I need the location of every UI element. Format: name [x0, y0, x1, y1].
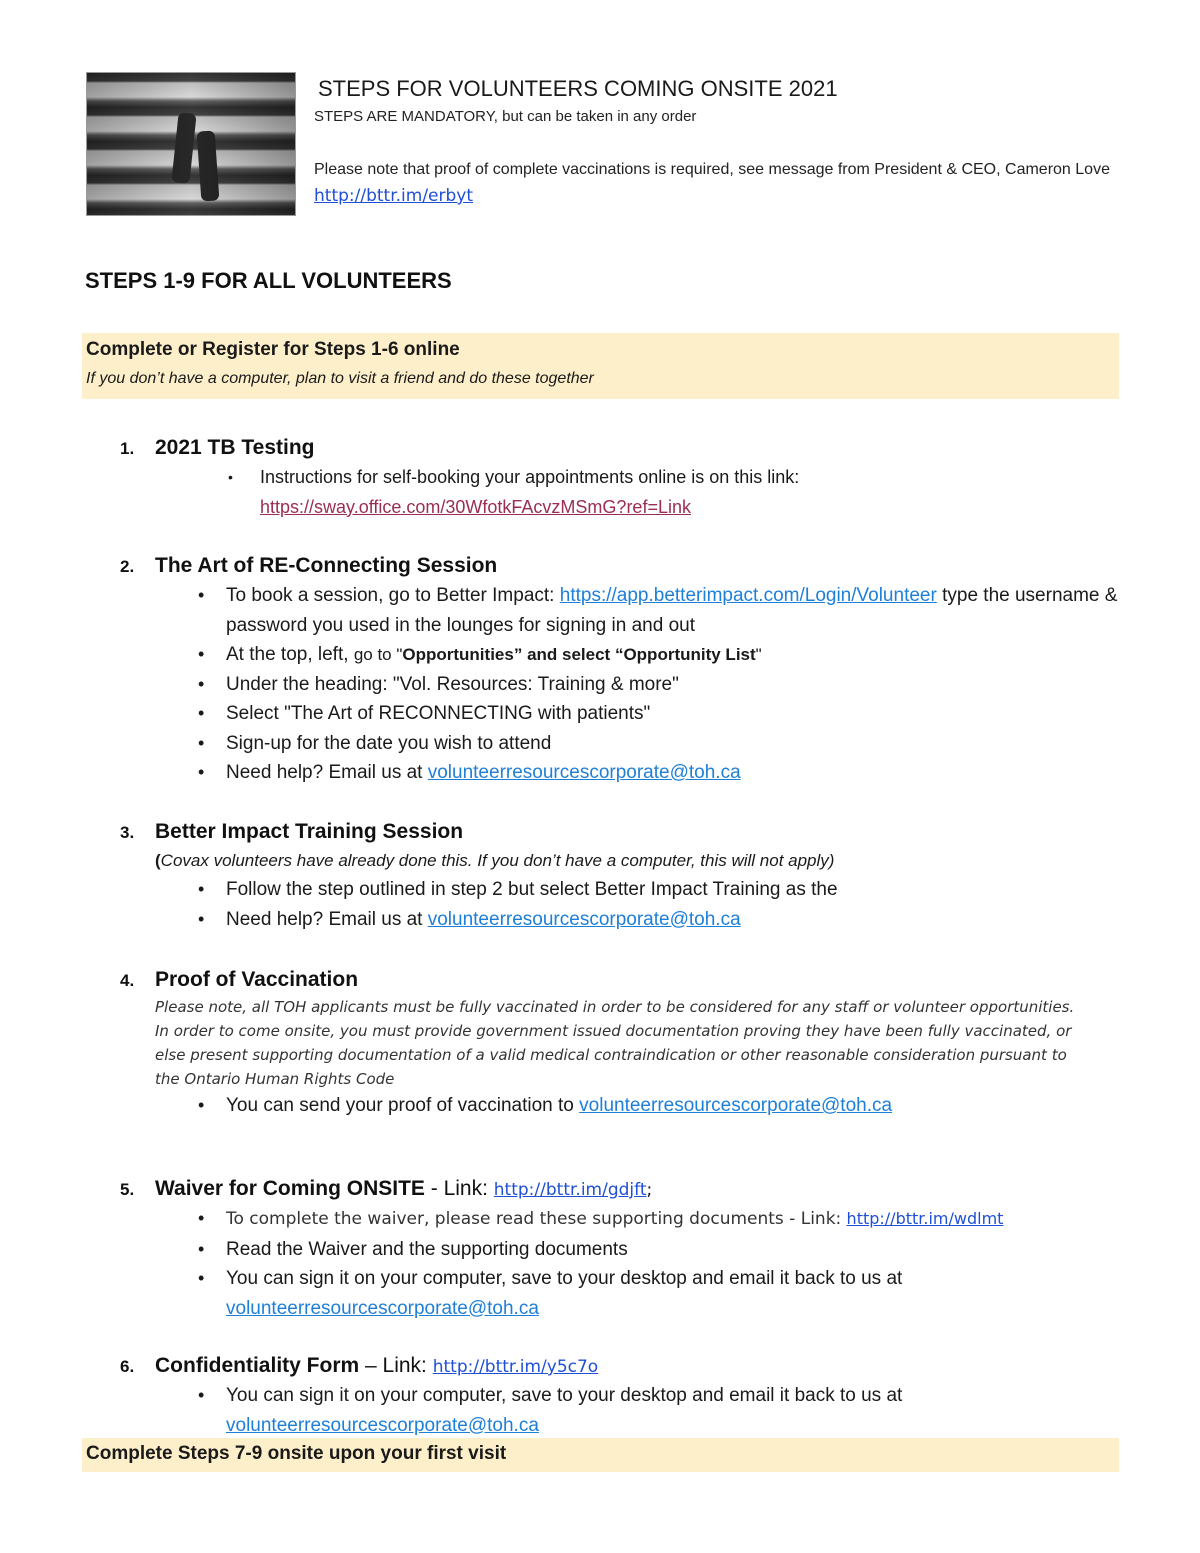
list-item: • Follow the step outlined in step 2 but select Better Impact Training as the: [120, 875, 1120, 905]
step-1: [120, 433, 1120, 522]
tb-testing-link[interactable]: https://sway.office.com/30WfotkFAcvzMSmG?ref=Link: [260, 496, 691, 517]
email-link[interactable]: volunteerresourcescorporate@toh.ca: [579, 1095, 893, 1116]
document-title: STEPS FOR VOLUNTEERS COMING ONSITE 2021: [318, 76, 838, 101]
step-heading: [120, 1174, 1120, 1204]
bullet-text: ": [755, 645, 762, 664]
step-title: Better Impact Training Session: [155, 820, 464, 843]
bullet-text: To complete the waiver, please read these supporting documents - Link:: [226, 1209, 842, 1229]
email-link[interactable]: volunteerresourcescorporate@toh.ca: [427, 762, 741, 783]
list-item: [120, 1264, 1120, 1323]
step-title-tail: ;: [646, 1180, 653, 1200]
step-note: [155, 847, 1120, 875]
list-item: • Sign-up for the date you wish to attend: [120, 729, 1120, 759]
step-title-suffix: – Link:: [359, 1354, 433, 1377]
step-number: 6.: [120, 1357, 135, 1376]
bullet-bold-text: Opportunity List: [623, 645, 756, 664]
email-link[interactable]: volunteerresourcescorporate@toh.ca: [226, 1297, 539, 1319]
list-item: [120, 581, 1120, 640]
list-item: • Read the Waiver and the supporting documents: [120, 1235, 1120, 1265]
list-item: [120, 905, 1120, 935]
list-item: [120, 758, 1120, 788]
document-subtitle: STEPS ARE MANDATORY, but can be taken in any order: [314, 108, 697, 125]
vaccination-note-text: Please note that proof of complete vaccinations is required, see message from President & CEO, Cameron Love: [314, 161, 1110, 178]
step-number: 3.: [120, 823, 135, 842]
email-link[interactable]: volunteerresourcescorporate@toh.ca: [226, 1414, 539, 1436]
onsite-steps-title: Complete Steps 7-9 onsite upon your first visit: [86, 1443, 507, 1464]
step-heading: [120, 433, 1120, 463]
step-title: The Art of RE-Connecting Session: [155, 554, 498, 577]
step-bullets: [120, 875, 1120, 934]
bullet-text: Instructions for self-booking your appointments online is on this link:: [260, 467, 800, 487]
section-title: STEPS 1-9 FOR ALL VOLUNTEERS: [85, 268, 452, 293]
step-number: 1.: [120, 439, 135, 458]
email-link[interactable]: volunteerresourcescorporate@toh.ca: [427, 908, 741, 930]
online-steps-title: Complete or Register for Steps 1-6 online: [86, 339, 460, 360]
step-title: Waiver for Coming ONSITE: [155, 1177, 425, 1200]
step-heading: [120, 965, 1120, 995]
list-item: [120, 463, 1120, 522]
bullet-bold-text: Opportunities: [402, 645, 514, 664]
bullet-text: You can sign it on your computer, save to your desktop and email it back to us at: [226, 1268, 903, 1289]
list-item: [120, 1381, 1120, 1440]
bullet-text: You can send your proof of vaccination to: [226, 1095, 574, 1116]
step-number: 2.: [120, 557, 135, 576]
waiver-link[interactable]: http://bttr.im/gdjft: [493, 1180, 647, 1200]
list-item: [120, 640, 1120, 670]
step-5: [120, 1174, 1120, 1323]
online-steps-banner: [82, 333, 1119, 399]
bullet-text: type the username & password you used in the lounges for signing in and out: [226, 585, 1118, 636]
list-item: [120, 1091, 1120, 1121]
step-number: 4.: [120, 971, 135, 990]
photo-shade: [87, 73, 295, 215]
vaccination-policy-note: Please note, all TOH applicants must be fully vaccinated in order to be considered for any staff or volunteer opportunities. In order to come onsite, you must provide government issued documentation proving they have been fully vaccinated, or else present supporting documentation of a valid medical contraindication or other reasonable consideration pursuant to the Ontario Human Rights Code: [155, 998, 1075, 1088]
bullet-text: ” and select “: [513, 645, 624, 664]
better-impact-link[interactable]: https://app.betterimpact.com/Login/Volunteer: [559, 585, 937, 606]
bullet-text: To book a session, go to Better Impact:: [226, 585, 555, 606]
step-title: Proof of Vaccination: [155, 968, 359, 991]
confidentiality-form-link[interactable]: http://bttr.im/y5c7o: [432, 1357, 599, 1377]
list-item: [120, 1204, 1120, 1235]
step-title: Confidentiality Form: [155, 1354, 360, 1377]
list-item: • Select "The Art of RECONNECTING with patients": [120, 699, 1120, 729]
step-6: [120, 1351, 1120, 1440]
step-bullets: [120, 1381, 1120, 1440]
step-bullets: [120, 463, 1120, 522]
vaccination-note: [314, 157, 1134, 210]
bullet-text: Need help? Email us at: [226, 908, 423, 930]
step-title-suffix: - Link:: [424, 1177, 494, 1200]
ceo-message-link[interactable]: http://bttr.im/erbyt: [314, 186, 474, 206]
supporting-docs-link[interactable]: http://bttr.im/wdlmt: [846, 1209, 1004, 1228]
stairs-photo-icon: [86, 72, 296, 216]
step-bullets: [120, 1204, 1120, 1323]
note-text: Covax volunteers have already done this. If you don’t have a computer, this will not apply): [160, 851, 835, 870]
step-3: [120, 817, 1120, 934]
step-number: 5.: [120, 1180, 135, 1199]
onsite-steps-banner: [82, 1438, 1119, 1472]
step-2: [120, 551, 1120, 788]
step-bullets: [120, 1091, 1120, 1121]
paren: (: [155, 851, 161, 870]
step-heading: [120, 1351, 1120, 1381]
bullet-text: Need help? Email us at: [226, 762, 423, 783]
step-title: 2021 TB Testing: [155, 436, 315, 459]
bullet-text: You can sign it on your computer, save to your desktop and email it back to us at: [226, 1385, 903, 1406]
step-4: [120, 965, 1120, 1121]
step-heading: [120, 817, 1120, 847]
step-bullets: [120, 581, 1120, 788]
list-item: • Under the heading: "Vol. Resources: Training & more": [120, 670, 1120, 700]
online-steps-subtitle: If you don’t have a computer, plan to visit a friend and do these together: [86, 370, 594, 387]
bullet-text: At the top, left,: [226, 644, 349, 665]
bullet-text: go to ": [353, 645, 403, 664]
step-heading: [120, 551, 1120, 581]
